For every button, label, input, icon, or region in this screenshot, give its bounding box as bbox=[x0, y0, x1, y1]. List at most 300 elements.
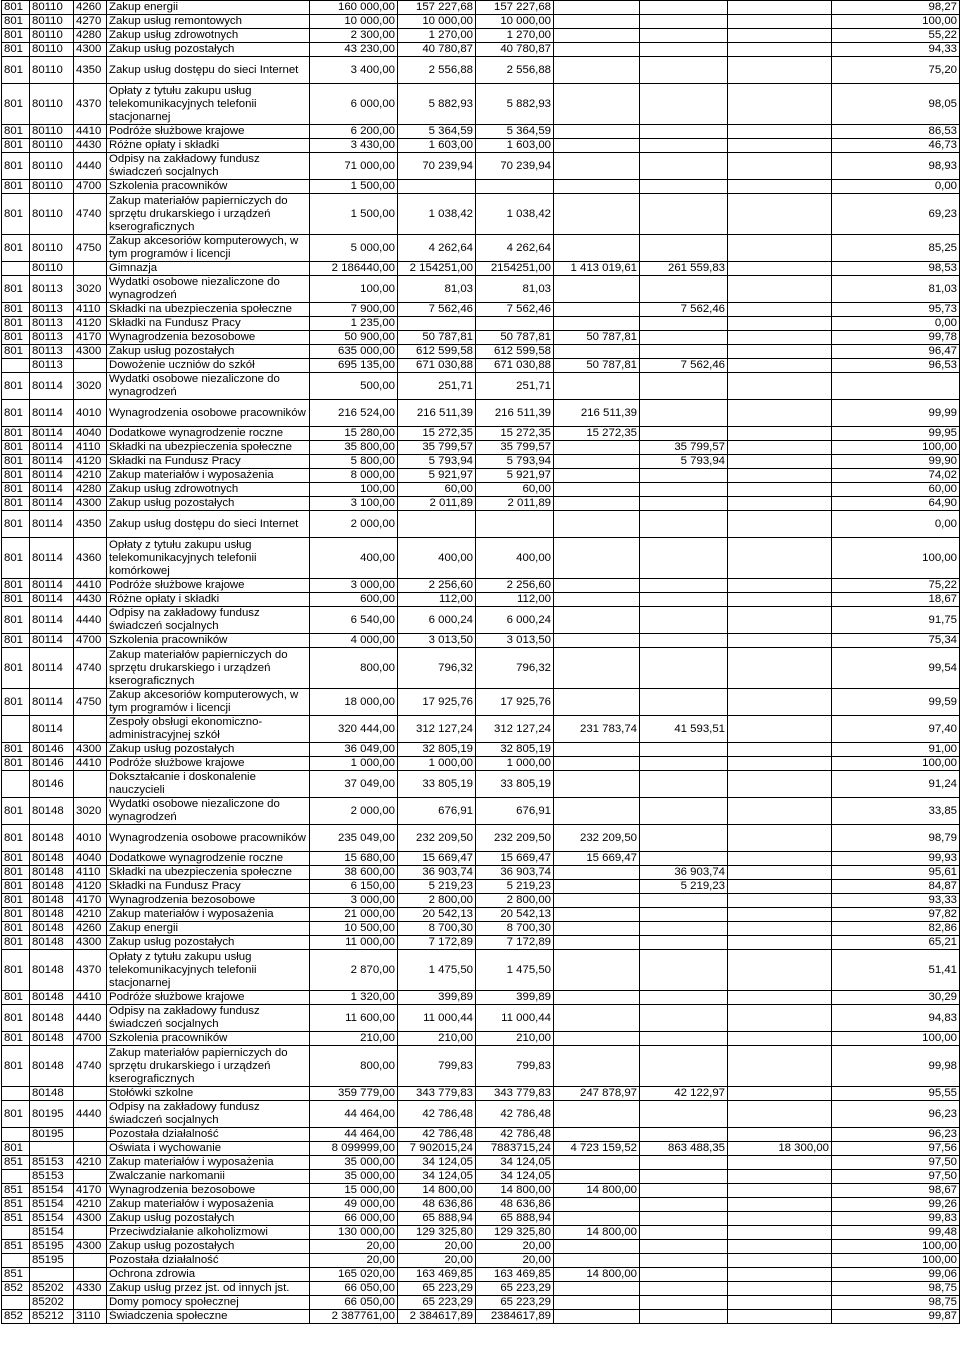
cell-plan: 8 000,00 bbox=[310, 469, 398, 483]
cell-nazwa: Składki na Fundusz Pracy bbox=[107, 455, 310, 469]
cell-zaangazowanie: 4 262,64 bbox=[476, 235, 554, 262]
cell-wynagrodzenia bbox=[554, 469, 640, 483]
cell-paragraf: 4110 bbox=[74, 866, 107, 880]
cell-wykonanie: 42 786,48 bbox=[398, 1101, 476, 1128]
cell-dzial bbox=[2, 1296, 30, 1310]
table-row bbox=[2, 1310, 960, 1324]
cell-inwestycje bbox=[728, 757, 832, 771]
cell-inwestycje bbox=[728, 194, 832, 235]
cell-wykonanie: 60,00 bbox=[398, 483, 476, 497]
cell-rozdzial: 80146 bbox=[30, 771, 74, 798]
cell-rozdzial: 80110 bbox=[30, 180, 74, 194]
cell-plan: 320 444,00 bbox=[310, 716, 398, 743]
cell-nazwa: Zakup usług dostępu do sieci Internet bbox=[107, 511, 310, 538]
cell-skladki bbox=[640, 1005, 728, 1032]
cell-inwestycje bbox=[728, 29, 832, 43]
table-row bbox=[2, 1184, 960, 1198]
cell-wykonanie: 112,00 bbox=[398, 593, 476, 607]
cell-wykonanie: 1 000,00 bbox=[398, 757, 476, 771]
cell-dzial: 801 bbox=[2, 922, 30, 936]
cell-procent: 91,75 bbox=[832, 607, 960, 634]
cell-dzial: 851 bbox=[2, 1198, 30, 1212]
cell-rozdzial bbox=[30, 1268, 74, 1282]
cell-zaangazowanie: 65 223,29 bbox=[476, 1296, 554, 1310]
cell-wynagrodzenia bbox=[554, 345, 640, 359]
table-row bbox=[2, 1005, 960, 1032]
cell-paragraf: 3020 bbox=[74, 798, 107, 825]
cell-paragraf: 4280 bbox=[74, 29, 107, 43]
cell-dzial: 801 bbox=[2, 15, 30, 29]
cell-plan: 66 000,00 bbox=[310, 1212, 398, 1226]
cell-zaangazowanie: 42 786,48 bbox=[476, 1128, 554, 1142]
cell-dzial: 801 bbox=[2, 194, 30, 235]
cell-wynagrodzenia bbox=[554, 579, 640, 593]
cell-nazwa: Szkolenia pracowników bbox=[107, 180, 310, 194]
cell-skladki: 7 562,46 bbox=[640, 359, 728, 373]
cell-rozdzial: 80113 bbox=[30, 303, 74, 317]
cell-paragraf: 4440 bbox=[74, 153, 107, 180]
cell-nazwa: Opłaty z tytułu zakupu usług telekomunikacyjnych telefonii stacjonarnej bbox=[107, 950, 310, 991]
cell-procent: 98,75 bbox=[832, 1282, 960, 1296]
cell-zaangazowanie: 1 475,50 bbox=[476, 950, 554, 991]
cell-zaangazowanie: 399,89 bbox=[476, 991, 554, 1005]
cell-nazwa: Składki na ubezpieczenia społeczne bbox=[107, 303, 310, 317]
table-row bbox=[2, 427, 960, 441]
cell-paragraf: 4360 bbox=[74, 538, 107, 579]
cell-zaangazowanie: 65 888,94 bbox=[476, 1212, 554, 1226]
cell-rozdzial: 80148 bbox=[30, 991, 74, 1005]
cell-dzial: 801 bbox=[2, 743, 30, 757]
cell-wykonanie bbox=[398, 511, 476, 538]
cell-plan: 210,00 bbox=[310, 1032, 398, 1046]
cell-wykonanie: 163 469,85 bbox=[398, 1268, 476, 1282]
cell-dzial: 801 bbox=[2, 936, 30, 950]
cell-plan: 36 049,00 bbox=[310, 743, 398, 757]
cell-rozdzial: 80114 bbox=[30, 441, 74, 455]
cell-plan: 66 050,00 bbox=[310, 1282, 398, 1296]
cell-plan: 359 779,00 bbox=[310, 1087, 398, 1101]
cell-wynagrodzenia bbox=[554, 1310, 640, 1324]
cell-skladki bbox=[640, 908, 728, 922]
cell-rozdzial: 80114 bbox=[30, 593, 74, 607]
cell-dzial: 801 bbox=[2, 1142, 30, 1156]
cell-rozdzial: 80148 bbox=[30, 908, 74, 922]
cell-paragraf: 4120 bbox=[74, 317, 107, 331]
cell-skladki bbox=[640, 825, 728, 852]
table-row bbox=[2, 441, 960, 455]
cell-nazwa: Wydatki osobowe niezaliczone do wynagrodzeń bbox=[107, 373, 310, 400]
cell-procent: 95,73 bbox=[832, 303, 960, 317]
cell-dzial bbox=[2, 1170, 30, 1184]
cell-dzial bbox=[2, 1226, 30, 1240]
cell-wynagrodzenia bbox=[554, 1198, 640, 1212]
cell-wynagrodzenia bbox=[554, 1156, 640, 1170]
cell-plan: 15 680,00 bbox=[310, 852, 398, 866]
cell-wykonanie: 671 030,88 bbox=[398, 359, 476, 373]
cell-paragraf: 4700 bbox=[74, 634, 107, 648]
cell-dzial: 801 bbox=[2, 1005, 30, 1032]
cell-dzial: 801 bbox=[2, 125, 30, 139]
cell-procent: 65,21 bbox=[832, 936, 960, 950]
cell-paragraf: 4010 bbox=[74, 825, 107, 852]
cell-rozdzial: 80114 bbox=[30, 455, 74, 469]
cell-procent: 86,53 bbox=[832, 125, 960, 139]
cell-zaangazowanie bbox=[476, 317, 554, 331]
cell-dzial: 801 bbox=[2, 235, 30, 262]
cell-plan: 8 099999,00 bbox=[310, 1142, 398, 1156]
cell-paragraf: 4300 bbox=[74, 936, 107, 950]
cell-wynagrodzenia bbox=[554, 125, 640, 139]
cell-plan: 1 235,00 bbox=[310, 317, 398, 331]
cell-nazwa: Zakup usług pozostałych bbox=[107, 497, 310, 511]
cell-zaangazowanie: 2384617,89 bbox=[476, 1310, 554, 1324]
cell-nazwa: Wynagrodzenia osobowe pracowników bbox=[107, 400, 310, 427]
cell-dzial: 801 bbox=[2, 303, 30, 317]
cell-procent: 85,25 bbox=[832, 235, 960, 262]
cell-rozdzial: 80110 bbox=[30, 15, 74, 29]
cell-paragraf bbox=[74, 1226, 107, 1240]
cell-inwestycje bbox=[728, 1310, 832, 1324]
cell-inwestycje bbox=[728, 634, 832, 648]
cell-procent: 99,06 bbox=[832, 1268, 960, 1282]
cell-dzial: 801 bbox=[2, 579, 30, 593]
cell-paragraf: 4740 bbox=[74, 648, 107, 689]
cell-skladki bbox=[640, 427, 728, 441]
cell-nazwa: Zakup materiałów i wyposażenia bbox=[107, 908, 310, 922]
cell-paragraf: 4170 bbox=[74, 331, 107, 345]
cell-inwestycje bbox=[728, 743, 832, 757]
cell-skladki bbox=[640, 1282, 728, 1296]
table-row bbox=[2, 716, 960, 743]
cell-inwestycje bbox=[728, 1268, 832, 1282]
cell-procent: 99,26 bbox=[832, 1198, 960, 1212]
cell-dzial: 801 bbox=[2, 689, 30, 716]
cell-plan: 635 000,00 bbox=[310, 345, 398, 359]
cell-procent: 74,02 bbox=[832, 469, 960, 483]
cell-skladki bbox=[640, 1240, 728, 1254]
cell-rozdzial: 80114 bbox=[30, 648, 74, 689]
cell-skladki bbox=[640, 1170, 728, 1184]
cell-procent bbox=[832, 373, 960, 400]
cell-wynagrodzenia bbox=[554, 648, 640, 689]
cell-zaangazowanie: 6 000,24 bbox=[476, 607, 554, 634]
cell-skladki: 41 593,51 bbox=[640, 716, 728, 743]
cell-wykonanie: 33 805,19 bbox=[398, 771, 476, 798]
cell-inwestycje bbox=[728, 1184, 832, 1198]
cell-zaangazowanie: 676,91 bbox=[476, 798, 554, 825]
cell-rozdzial: 80195 bbox=[30, 1101, 74, 1128]
cell-wynagrodzenia: 50 787,81 bbox=[554, 331, 640, 345]
cell-wykonanie: 1 038,42 bbox=[398, 194, 476, 235]
cell-dzial: 801 bbox=[2, 634, 30, 648]
cell-skladki bbox=[640, 511, 728, 538]
cell-dzial: 801 bbox=[2, 1046, 30, 1087]
cell-nazwa: Zespoły obsługi ekonomiczno-administracyjnej szkół bbox=[107, 716, 310, 743]
cell-paragraf: 4210 bbox=[74, 469, 107, 483]
cell-nazwa: Składki na Fundusz Pracy bbox=[107, 880, 310, 894]
cell-wynagrodzenia bbox=[554, 373, 640, 400]
cell-nazwa: Zwalczanie narkomanii bbox=[107, 1170, 310, 1184]
cell-wykonanie: 4 262,64 bbox=[398, 235, 476, 262]
cell-paragraf: 4410 bbox=[74, 991, 107, 1005]
cell-nazwa: Gimnazja bbox=[107, 262, 310, 276]
table-row bbox=[2, 180, 960, 194]
cell-skladki bbox=[640, 194, 728, 235]
cell-procent: 100,00 bbox=[832, 15, 960, 29]
table-row bbox=[2, 57, 960, 84]
cell-nazwa: Zakup usług zdrowotnych bbox=[107, 29, 310, 43]
cell-nazwa: Zakup usług pozostałych bbox=[107, 1212, 310, 1226]
cell-inwestycje bbox=[728, 15, 832, 29]
table-row bbox=[2, 15, 960, 29]
cell-paragraf: 4410 bbox=[74, 579, 107, 593]
cell-wykonanie: 65 223,29 bbox=[398, 1282, 476, 1296]
cell-rozdzial: 80110 bbox=[30, 262, 74, 276]
cell-paragraf: 4110 bbox=[74, 303, 107, 317]
cell-wynagrodzenia: 14 800,00 bbox=[554, 1226, 640, 1240]
table-row bbox=[2, 798, 960, 825]
cell-skladki bbox=[640, 1296, 728, 1310]
cell-procent: 82,86 bbox=[832, 922, 960, 936]
cell-wykonanie: 65 223,29 bbox=[398, 1296, 476, 1310]
cell-wynagrodzenia bbox=[554, 1212, 640, 1226]
cell-wykonanie: 796,32 bbox=[398, 648, 476, 689]
cell-skladki bbox=[640, 1101, 728, 1128]
cell-zaangazowanie: 48 636,86 bbox=[476, 1198, 554, 1212]
cell-dzial: 801 bbox=[2, 29, 30, 43]
cell-paragraf: 3020 bbox=[74, 276, 107, 303]
cell-plan: 6 000,00 bbox=[310, 84, 398, 125]
cell-dzial: 801 bbox=[2, 511, 30, 538]
cell-skladki: 5 219,23 bbox=[640, 880, 728, 894]
cell-zaangazowanie: 5 364,59 bbox=[476, 125, 554, 139]
cell-skladki bbox=[640, 579, 728, 593]
cell-inwestycje bbox=[728, 1005, 832, 1032]
cell-paragraf bbox=[74, 1170, 107, 1184]
cell-wynagrodzenia bbox=[554, 880, 640, 894]
cell-skladki bbox=[640, 757, 728, 771]
cell-dzial: 801 bbox=[2, 441, 30, 455]
cell-plan: 100,00 bbox=[310, 483, 398, 497]
cell-nazwa: Zakup akcesoriów komputerowych, w tym programów i licencji bbox=[107, 689, 310, 716]
table-row bbox=[2, 345, 960, 359]
table-body bbox=[2, 1, 960, 1324]
cell-paragraf: 3020 bbox=[74, 373, 107, 400]
cell-inwestycje bbox=[728, 331, 832, 345]
cell-procent: 0,00 bbox=[832, 511, 960, 538]
cell-dzial bbox=[2, 262, 30, 276]
cell-plan: 7 900,00 bbox=[310, 303, 398, 317]
table-row bbox=[2, 880, 960, 894]
cell-wynagrodzenia bbox=[554, 743, 640, 757]
cell-inwestycje bbox=[728, 373, 832, 400]
table-row bbox=[2, 153, 960, 180]
cell-procent: 99,83 bbox=[832, 1212, 960, 1226]
cell-wykonanie: 1 270,00 bbox=[398, 29, 476, 43]
cell-dzial: 801 bbox=[2, 908, 30, 922]
cell-dzial: 851 bbox=[2, 1268, 30, 1282]
cell-dzial: 801 bbox=[2, 798, 30, 825]
cell-nazwa: Zakup usług pozostałych bbox=[107, 936, 310, 950]
table-row bbox=[2, 84, 960, 125]
table-row bbox=[2, 579, 960, 593]
cell-zaangazowanie: 20,00 bbox=[476, 1254, 554, 1268]
cell-inwestycje bbox=[728, 359, 832, 373]
cell-wykonanie: 5 921,97 bbox=[398, 469, 476, 483]
table-row bbox=[2, 1296, 960, 1310]
cell-wynagrodzenia bbox=[554, 1128, 640, 1142]
table-row bbox=[2, 139, 960, 153]
cell-skladki: 36 903,74 bbox=[640, 866, 728, 880]
table-row bbox=[2, 936, 960, 950]
cell-zaangazowanie: 5 882,93 bbox=[476, 84, 554, 125]
cell-wykonanie: 232 209,50 bbox=[398, 825, 476, 852]
cell-dzial: 801 bbox=[2, 852, 30, 866]
cell-plan: 130 000,00 bbox=[310, 1226, 398, 1240]
cell-plan: 35 000,00 bbox=[310, 1156, 398, 1170]
cell-nazwa: Pozostała działalność bbox=[107, 1254, 310, 1268]
cell-inwestycje bbox=[728, 455, 832, 469]
cell-nazwa: Zakup akcesoriów komputerowych, w tym programów i licencji bbox=[107, 235, 310, 262]
cell-wykonanie bbox=[398, 180, 476, 194]
cell-procent: 46,73 bbox=[832, 139, 960, 153]
table-row bbox=[2, 1087, 960, 1101]
cell-dzial: 801 bbox=[2, 331, 30, 345]
cell-dzial: 801 bbox=[2, 139, 30, 153]
cell-skladki bbox=[640, 1046, 728, 1087]
cell-skladki bbox=[640, 317, 728, 331]
cell-paragraf: 3110 bbox=[74, 1310, 107, 1324]
cell-wynagrodzenia bbox=[554, 153, 640, 180]
table-row bbox=[2, 373, 960, 400]
table-row bbox=[2, 1282, 960, 1296]
cell-wynagrodzenia: 14 800,00 bbox=[554, 1268, 640, 1282]
cell-inwestycje bbox=[728, 991, 832, 1005]
cell-skladki bbox=[640, 798, 728, 825]
cell-rozdzial: 85195 bbox=[30, 1240, 74, 1254]
cell-nazwa: Odpisy na zakładowy fundusz świadczeń socjalnych bbox=[107, 1005, 310, 1032]
cell-paragraf: 4260 bbox=[74, 1, 107, 15]
cell-nazwa: Zakup usług pozostałych bbox=[107, 345, 310, 359]
cell-rozdzial: 80114 bbox=[30, 607, 74, 634]
cell-zaangazowanie: 3 013,50 bbox=[476, 634, 554, 648]
cell-rozdzial: 85153 bbox=[30, 1170, 74, 1184]
cell-skladki bbox=[640, 1, 728, 15]
cell-paragraf bbox=[74, 359, 107, 373]
cell-plan: 15 000,00 bbox=[310, 1184, 398, 1198]
cell-zaangazowanie: 2 011,89 bbox=[476, 497, 554, 511]
cell-rozdzial: 80114 bbox=[30, 689, 74, 716]
cell-procent: 98,79 bbox=[832, 825, 960, 852]
cell-plan: 4 000,00 bbox=[310, 634, 398, 648]
cell-zaangazowanie: 2 256,60 bbox=[476, 579, 554, 593]
cell-rozdzial: 85153 bbox=[30, 1156, 74, 1170]
cell-zaangazowanie: 60,00 bbox=[476, 483, 554, 497]
table-row bbox=[2, 607, 960, 634]
cell-nazwa: Zakup materiałów i wyposażenia bbox=[107, 1198, 310, 1212]
cell-wykonanie: 5 219,23 bbox=[398, 880, 476, 894]
cell-nazwa: Wydatki osobowe niezaliczone do wynagrodzeń bbox=[107, 798, 310, 825]
cell-zaangazowanie: 312 127,24 bbox=[476, 716, 554, 743]
cell-rozdzial: 80110 bbox=[30, 153, 74, 180]
table-row bbox=[2, 497, 960, 511]
cell-paragraf: 4440 bbox=[74, 1005, 107, 1032]
table-row bbox=[2, 825, 960, 852]
cell-plan: 2 870,00 bbox=[310, 950, 398, 991]
cell-dzial bbox=[2, 771, 30, 798]
cell-zaangazowanie: 1 038,42 bbox=[476, 194, 554, 235]
cell-procent: 99,54 bbox=[832, 648, 960, 689]
cell-nazwa: Zakup materiałów i wyposażenia bbox=[107, 1156, 310, 1170]
cell-rozdzial: 80146 bbox=[30, 757, 74, 771]
cell-skladki bbox=[640, 1032, 728, 1046]
cell-inwestycje bbox=[728, 180, 832, 194]
cell-rozdzial: 80113 bbox=[30, 345, 74, 359]
cell-rozdzial: 85195 bbox=[30, 1254, 74, 1268]
cell-rozdzial: 80110 bbox=[30, 235, 74, 262]
cell-procent: 97,50 bbox=[832, 1170, 960, 1184]
cell-wynagrodzenia: 14 800,00 bbox=[554, 1184, 640, 1198]
table-row bbox=[2, 866, 960, 880]
cell-plan: 1 320,00 bbox=[310, 991, 398, 1005]
cell-nazwa: Podróże służbowe krajowe bbox=[107, 991, 310, 1005]
cell-skladki bbox=[640, 1156, 728, 1170]
cell-dzial: 801 bbox=[2, 317, 30, 331]
cell-skladki bbox=[640, 400, 728, 427]
cell-dzial: 801 bbox=[2, 950, 30, 991]
cell-plan: 216 524,00 bbox=[310, 400, 398, 427]
cell-wykonanie: 17 925,76 bbox=[398, 689, 476, 716]
cell-dzial: 801 bbox=[2, 43, 30, 57]
cell-plan: 20,00 bbox=[310, 1254, 398, 1268]
cell-paragraf bbox=[74, 1128, 107, 1142]
cell-plan: 21 000,00 bbox=[310, 908, 398, 922]
cell-plan: 695 135,00 bbox=[310, 359, 398, 373]
cell-plan: 43 230,00 bbox=[310, 43, 398, 57]
cell-wynagrodzenia bbox=[554, 593, 640, 607]
cell-wynagrodzenia bbox=[554, 29, 640, 43]
cell-plan: 10 500,00 bbox=[310, 922, 398, 936]
cell-inwestycje bbox=[728, 441, 832, 455]
cell-wynagrodzenia bbox=[554, 894, 640, 908]
cell-zaangazowanie: 10 000,00 bbox=[476, 15, 554, 29]
cell-wykonanie: 129 325,80 bbox=[398, 1226, 476, 1240]
cell-zaangazowanie: 40 780,87 bbox=[476, 43, 554, 57]
table-row bbox=[2, 29, 960, 43]
cell-paragraf: 4210 bbox=[74, 908, 107, 922]
cell-skladki bbox=[640, 331, 728, 345]
table-row bbox=[2, 43, 960, 57]
cell-inwestycje bbox=[728, 400, 832, 427]
cell-plan: 6 200,00 bbox=[310, 125, 398, 139]
cell-skladki bbox=[640, 538, 728, 579]
cell-wykonanie: 14 800,00 bbox=[398, 1184, 476, 1198]
cell-inwestycje bbox=[728, 139, 832, 153]
cell-wykonanie: 8 700,30 bbox=[398, 922, 476, 936]
table-row bbox=[2, 908, 960, 922]
cell-plan: 235 049,00 bbox=[310, 825, 398, 852]
table-row bbox=[2, 1254, 960, 1268]
cell-inwestycje bbox=[728, 1198, 832, 1212]
cell-procent: 60,00 bbox=[832, 483, 960, 497]
cell-zaangazowanie: 36 903,74 bbox=[476, 866, 554, 880]
cell-wynagrodzenia: 216 511,39 bbox=[554, 400, 640, 427]
cell-wykonanie: 40 780,87 bbox=[398, 43, 476, 57]
cell-wykonanie: 343 779,83 bbox=[398, 1087, 476, 1101]
table-row bbox=[2, 359, 960, 373]
cell-wykonanie: 1 475,50 bbox=[398, 950, 476, 991]
cell-wynagrodzenia bbox=[554, 771, 640, 798]
